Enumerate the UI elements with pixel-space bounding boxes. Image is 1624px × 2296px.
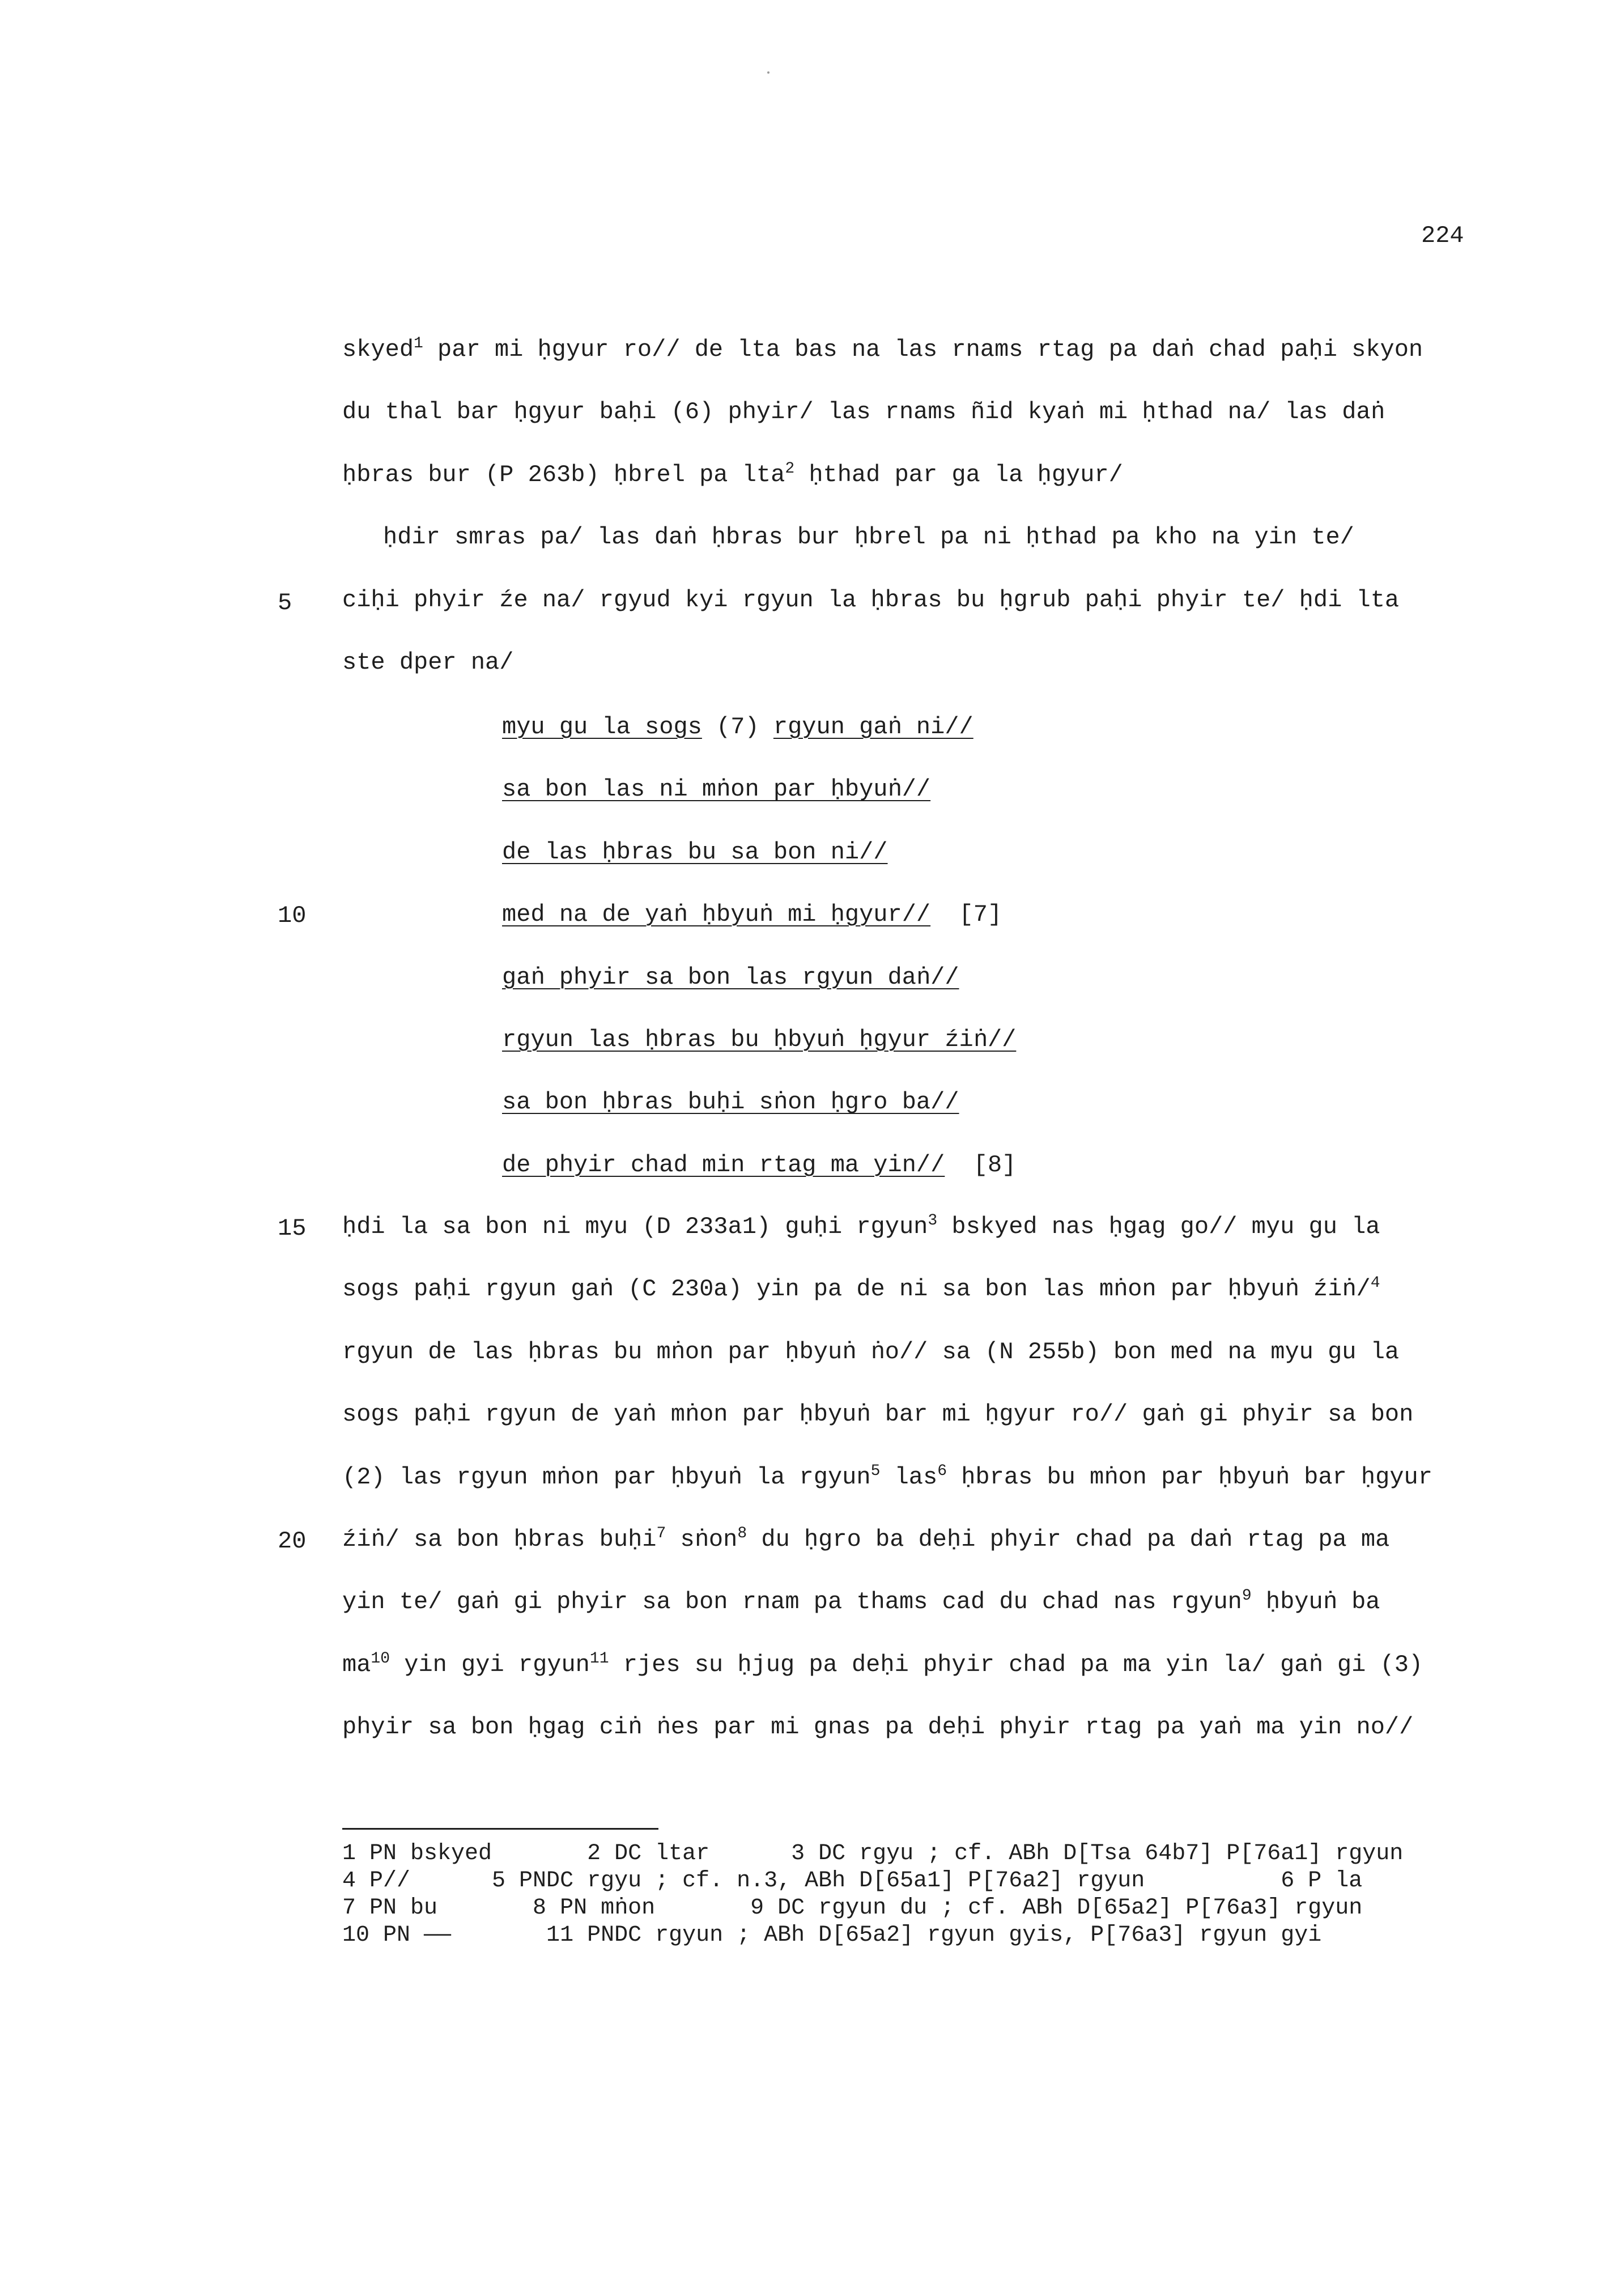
line-number-20: 20 [278, 1528, 307, 1555]
footnote-marker: 11 [589, 1649, 609, 1668]
footnote-rule [342, 1828, 658, 1830]
prose-b-line [342, 1649, 1423, 1678]
text-run: ciḥi phyir źe na/ rgyud kyi rgyun la ḥbras bu ḥgrub paḥi phyir te/ ḥdi lta [342, 586, 1400, 614]
prose-b-line [342, 1462, 1432, 1491]
text-run: skyed [342, 336, 414, 363]
footnote-line: 7 PN bu 8 PN mṅon 9 DC rgyun du ; cf. ABh D[65a2] P[76a3] rgyun [342, 1895, 1363, 1921]
text-run: par mi ḥgyur ro// de lta bas na las rnams rtag pa daṅ chad paḥi skyon [423, 336, 1423, 363]
verse-number: [8] [945, 1151, 1017, 1179]
prose-b-line [342, 1587, 1380, 1616]
footnote-marker: 6 [937, 1462, 947, 1480]
line-number-15: 15 [278, 1215, 307, 1242]
text-run: ḥdir smras pa/ las daṅ ḥbras bur ḥbrel pa ni ḥthad pa kho na yin te/ [383, 524, 1354, 551]
footnote-line: 10 PN —— 11 PNDC rgyun ; ABh D[65a2] rgyun gyis, P[76a3] rgyun gyi [342, 1923, 1322, 1948]
verse-line [502, 1090, 959, 1114]
text-run: ste dper na/ [342, 649, 514, 676]
text-run: sṅon [666, 1526, 738, 1553]
prose-a-line [342, 588, 1399, 612]
text-run: yin gyi rgyun [390, 1651, 590, 1678]
text-run: (2) las rgyun mṅon par ḥbyuṅ la rgyun [342, 1463, 871, 1491]
text-run: yin te/ gaṅ gi phyir sa bon rnam pa thams cad du chad nas rgyun [342, 1588, 1242, 1616]
prose-b-line [342, 1715, 1413, 1739]
footnote-marker: 7 [656, 1525, 666, 1542]
prose-b-line [342, 1340, 1399, 1364]
prose-a-line [342, 400, 1385, 424]
verse-number: [7] [930, 901, 1002, 929]
text-run: ma [342, 1651, 371, 1678]
verse-text: gaṅ phyir sa bon las rgyun daṅ// [502, 963, 959, 991]
text-run: phyir sa bon ḥgag ciṅ ṅes par mi gnas pa deḥi phyir rtag pa yaṅ ma yin no// [342, 1714, 1414, 1741]
verse-folio: (7) [702, 713, 773, 741]
text-run: źiṅ/ sa bon ḥbras buḥi [342, 1526, 657, 1553]
text-run: bskyed nas ḥgag go// myu gu la [937, 1213, 1380, 1240]
line-number-10: 10 [278, 902, 307, 929]
prose-b-line [342, 1274, 1380, 1303]
verse-line [502, 777, 930, 801]
prose-b-line [342, 1525, 1390, 1553]
footnote-marker: 1 [414, 335, 423, 352]
verse-text: de las ḥbras bu sa bon ni// [502, 838, 888, 866]
text-run: sogs paḥi rgyun gaṅ (C 230a) yin pa de ni sa bon las mṅon par ḥbyuṅ źiṅ/ [342, 1275, 1371, 1303]
footnote-marker: 8 [737, 1525, 747, 1542]
footnote-line: 1 PN bskyed 2 DC ltar 3 DC rgyu ; cf. ABh D[Tsa 64b7] P[76a1] rgyun [342, 1841, 1404, 1866]
prose-b-line [342, 1212, 1380, 1240]
verse-line [502, 963, 959, 991]
text-run: rjes su ḥjug pa deḥi phyir chad pa ma yin la/ gaṅ gi (3) [609, 1651, 1423, 1678]
text-run: ḥbras bur (P 263b) ḥbrel pa lta [342, 461, 785, 488]
line-number-5: 5 [278, 589, 292, 616]
verse-line [502, 840, 888, 864]
text-run: du thal bar ḥgyur baḥi (6) phyir/ las rnams ñid kyaṅ mi ḥthad na/ las daṅ [342, 398, 1385, 426]
verse-text: med na de yaṅ ḥbyuṅ mi ḥgyur// [502, 901, 931, 929]
text-run: ḥdi la sa bon ni myu (D 233a1) guḥi rgyun [342, 1213, 928, 1240]
text-run: du ḥgro ba deḥi phyir chad pa daṅ rtag pa ma [747, 1526, 1390, 1553]
prose-a-line [342, 335, 1423, 363]
footnote-marker: 2 [785, 460, 795, 478]
footnote-marker: 4 [1370, 1274, 1380, 1292]
footnote-marker: 3 [928, 1212, 938, 1230]
text-run: las [880, 1463, 938, 1491]
verse-line [502, 715, 973, 739]
verse-line [502, 1153, 1016, 1177]
verse-text: de phyir chad min rtag ma yin// [502, 1151, 945, 1179]
prose-b-line [342, 1402, 1413, 1426]
text-run: ḥbras bu mṅon par ḥbyuṅ bar ḥgyur [947, 1463, 1432, 1491]
footnote-marker: 9 [1242, 1587, 1252, 1605]
prose-a-line [342, 650, 513, 674]
verse-text: rgyun gaṅ ni// [773, 713, 973, 741]
text-run: rgyun de las ḥbras bu mṅon par ḥbyuṅ ṅo// sa (N 255b) bon med na myu gu la [342, 1338, 1400, 1366]
verse-text: sa bon ḥbras buḥi sṅon ḥgro ba// [502, 1089, 959, 1116]
footnote-line: 4 P// 5 PNDC rgyu ; cf. n.3, ABh D[65a1] P[76a2] rgyun 6 P la [342, 1868, 1363, 1894]
verse-line [502, 901, 1002, 929]
footnote-marker: 10 [371, 1649, 390, 1668]
page-number: 224 [1421, 222, 1464, 249]
prose-a-line [383, 525, 1354, 549]
verse-text: myu gu la sogs [502, 713, 702, 741]
footnote-marker: 5 [870, 1462, 881, 1480]
prose-a-line [342, 460, 1123, 488]
text-run: sogs paḥi rgyun de yaṅ mṅon par ḥbyuṅ bar mi ḥgyur ro// gaṅ gi phyir sa bon [342, 1401, 1414, 1428]
text-run: ḥbyuṅ ba [1251, 1588, 1380, 1616]
text-run: ḥthad par ga la ḥgyur/ [794, 461, 1123, 488]
verse-line [502, 1028, 1016, 1052]
scan-speck [767, 71, 770, 74]
verse-text: sa bon las ni mṅon par ḥbyuṅ// [502, 776, 931, 803]
verse-text: rgyun las ḥbras bu ḥbyuṅ ḥgyur źiṅ// [502, 1026, 1017, 1053]
